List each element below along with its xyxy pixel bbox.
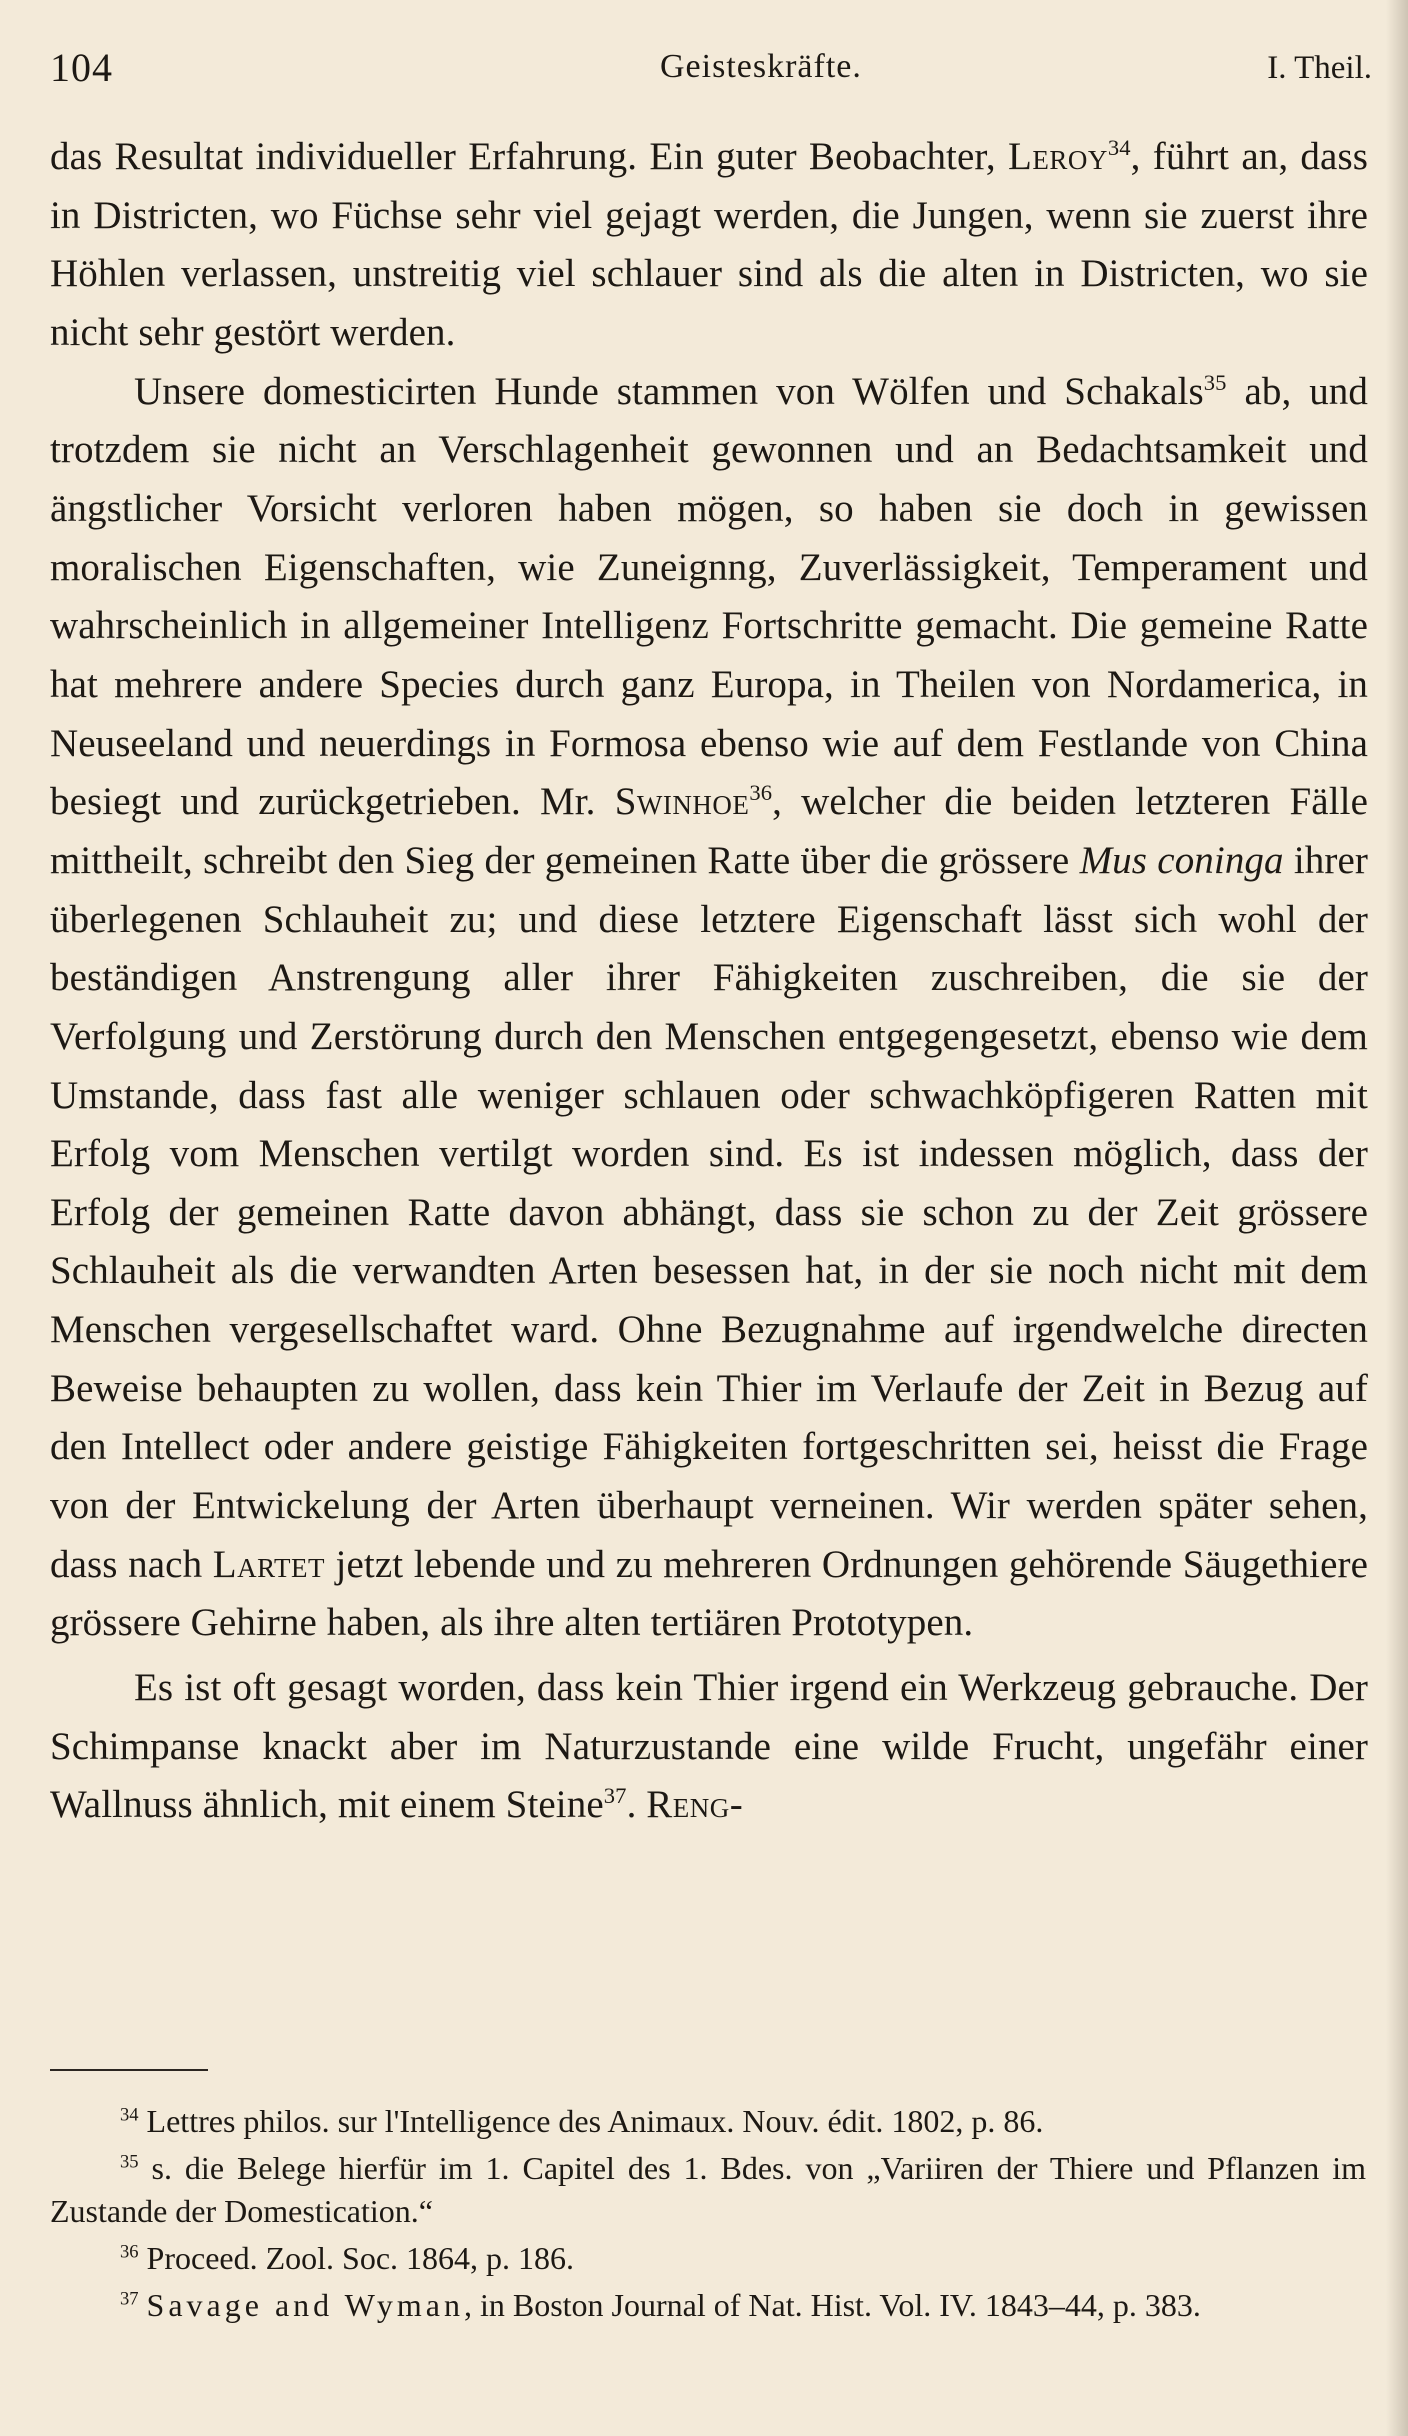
footnote-separator	[50, 2069, 208, 2071]
footnote-reference: 36	[749, 780, 773, 806]
running-head	[50, 40, 1372, 90]
section-label: I. Theil.	[1267, 50, 1372, 86]
footnote-text: Proceed. Zool. Soc. 1864, p. 186.	[138, 2240, 575, 2276]
footnote-34	[50, 2100, 1366, 2143]
paragraph-2	[50, 363, 1368, 1653]
paragraph-text: , führt an, dass in Districten, wo Füchse sehr viel gejagt werden, die Jungen, wenn sie zuerst ihre Höhlen verlassen, unstreitig viel schlauer sind als die alten in Districten, wo sie nicht sehr gestört werden.	[50, 135, 1368, 354]
footnote-number: 34	[120, 2104, 139, 2126]
page-number: 104	[50, 45, 113, 90]
main-text	[50, 128, 1368, 1835]
author-name: Swinhoe	[614, 780, 750, 824]
footnote-37	[50, 2284, 1366, 2327]
footnote-number: 36	[120, 2241, 139, 2263]
footnote-reference: 37	[603, 1783, 627, 1809]
footnote-reference: 35	[1203, 369, 1227, 395]
footnote-number: 37	[120, 2288, 139, 2310]
footnote-text: s. die Belege hierfür im 1. Capitel des 1. Bdes. von „Variiren der Thiere und Pflanzen im Zustande der Domestication.“	[50, 2150, 1366, 2229]
footnotes	[50, 2100, 1366, 2327]
author-name: Reng-	[646, 1783, 744, 1827]
footnote-number: 35	[120, 2151, 139, 2173]
paragraph-text: ihrer überlegenen Schlauheit zu; und diese letztere Eigenschaft lässt sich wohl der beständigen Anstrengung aller ihrer Fähigkeiten zuschreiben, die sie der Verfolgung und Zerstörung durch den Menschen entgegengesetzt, ebenso wie dem Umstande, dass fast alle weniger schlauen oder schwachköpfigeren Ratten mit Erfolg vom Menschen vertilgt worden sind. Es ist indessen möglich, dass der Erfolg der gemeinen Ratte davon abhängt, dass sie schon zu der Zeit grössere Schlauheit als die verwandten Arten besessen hat, in der sie noch nicht mit dem Menschen vergesellschaftet ward. Ohne Bezugnahme auf irgendwelche directen Beweise behaupten zu wollen, dass kein Thier im Verlaufe der Zeit in Bezug auf den Intellect oder andere geistige Fähigkeiten fortgeschritten sei, heisst die Frage von der Entwickelung der Arten überhaupt verneinen. Wir werden später sehen, dass nach	[50, 838, 1368, 1586]
paragraph-text: .	[626, 1783, 647, 1827]
author-name: Lartet	[212, 1542, 325, 1586]
paragraph-text: Unsere domesticirten Hunde stammen von Wölfen und Schakals	[134, 369, 1204, 413]
footnote-text: , in Boston Journal of Nat. Hist. Vol. IV. 1843–44, p. 383.	[463, 2287, 1201, 2323]
footnote-text: Lettres philos. sur l'Intelligence des Animaux. Nouv. édit. 1802, p. 86.	[138, 2103, 1044, 2139]
author-name: Leroy	[1008, 135, 1108, 178]
paragraph-text: ab, und trotzdem sie nicht an Verschlagenheit gewonnen und an Bedachtsamkeit und ängstlicher Vorsicht verloren haben mögen, so haben sie doch in gewissen moralischen Eigenschaften, wie Zuneignng, Zuverlässigkeit, Temperament und wahrscheinlich in allgemeiner Intelligenz Fortschritte gemacht. Die gemeine Ratte hat mehrere andere Species durch ganz Europa, in Theilen von Nordamerica, in Neuseeland und neuerdings in Formosa ebenso wie auf dem Festlande von China besiegt und zurückgetrieben. Mr.	[50, 369, 1368, 824]
species-name: Mus coninga	[1079, 838, 1284, 882]
page-edge-shadow	[1386, 0, 1408, 2436]
paragraph-3	[50, 1659, 1368, 1835]
paragraph-text: , welcher die beiden letzteren Fälle mittheilt, schreibt den Sieg der gemeinen Ratte über die grössere	[50, 780, 1368, 882]
paragraph-1	[50, 128, 1368, 363]
paragraph-text: jetzt lebende und zu mehreren Ordnungen gehörende Säugethiere grössere Gehirne haben, als ihre alten tertiären Prototypen.	[50, 1542, 1368, 1645]
paragraph-text: das Resultat individueller Erfahrung. Ein guter Beobachter,	[50, 135, 1009, 178]
running-title: Geisteskräfte.	[660, 48, 862, 85]
paragraph-text: Es ist oft gesagt worden, dass kein Thier irgend ein Werkzeug gebrauche. Der Schimpanse knackt aber im Naturzustande eine wilde Frucht, ungefähr einer Wallnuss ähnlich, mit einem Steine	[50, 1666, 1368, 1827]
footnote-36	[50, 2237, 1366, 2280]
footnote-reference: 34	[1107, 135, 1131, 160]
footnote-author: Savage and Wyman	[146, 2287, 464, 2323]
footnote-35	[50, 2147, 1366, 2233]
footnote-space	[139, 2287, 147, 2323]
